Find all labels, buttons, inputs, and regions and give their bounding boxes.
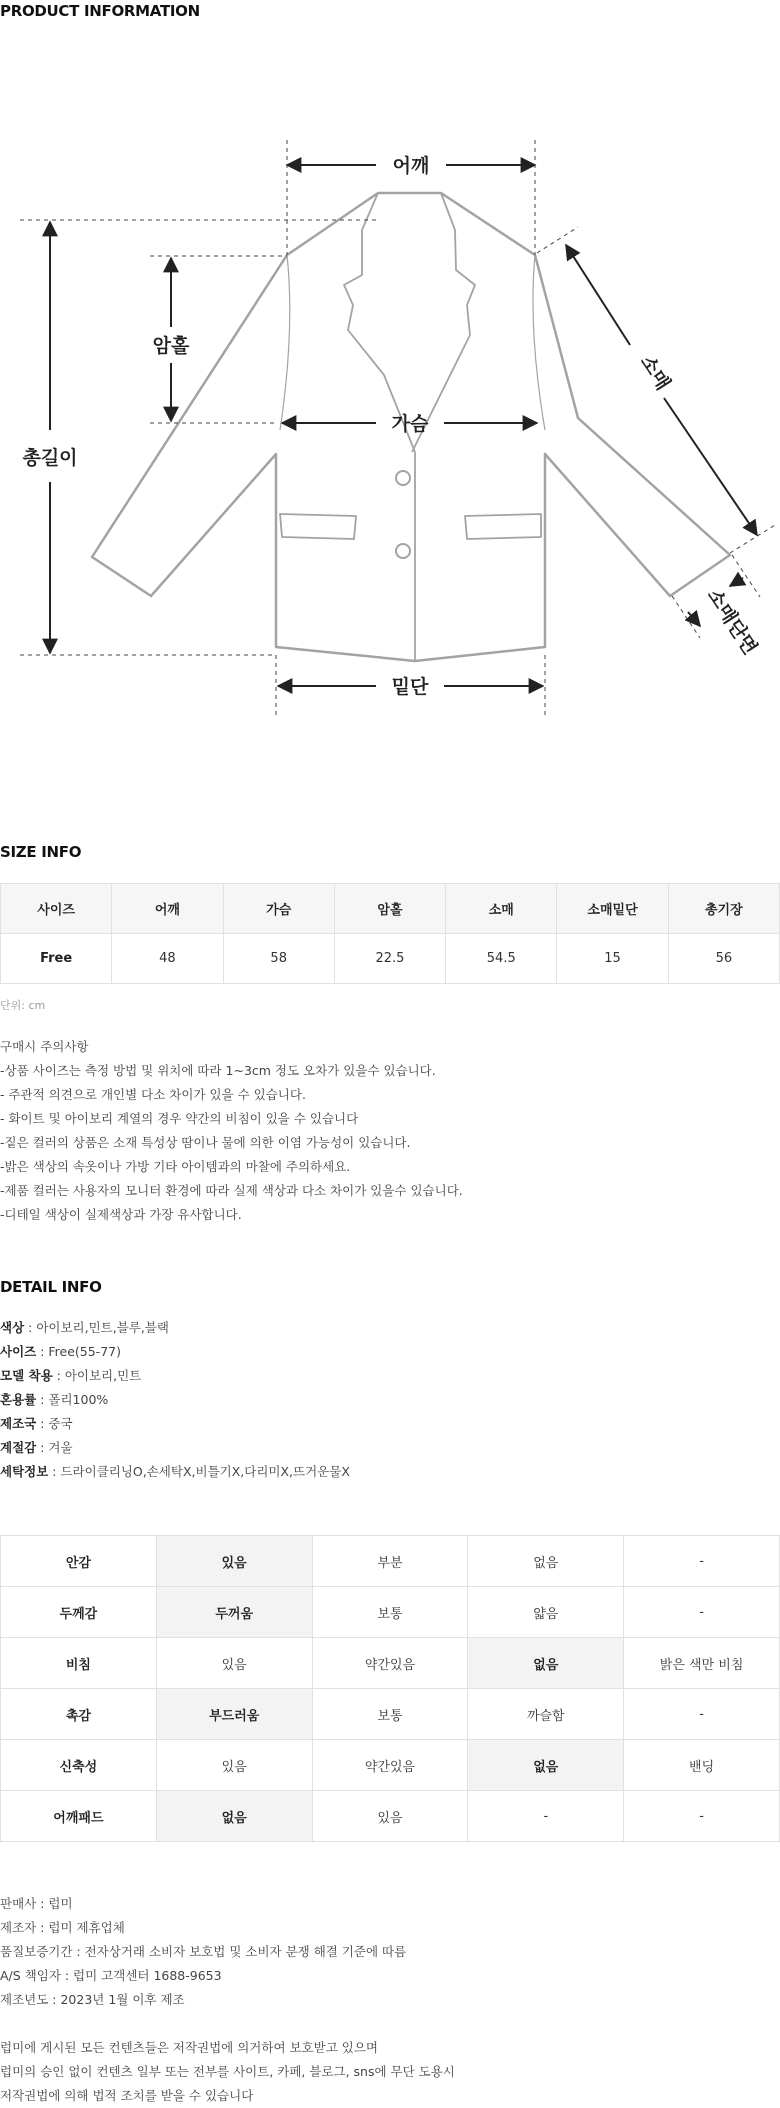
detail-key: 모델 착용 [0,1368,53,1383]
feature-row [1,1587,780,1638]
feature-row [1,1536,780,1587]
feature-table [0,1535,780,1842]
detail-key: 계절감 [0,1440,37,1455]
button-bottom [396,544,410,558]
feature-label: 어깨패드 [1,1791,157,1842]
feature-option: - [624,1587,780,1638]
copyright-line: 저작권법에 의해 법적 조치를 받을 수 있습니다 [0,2088,254,2103]
caution-line: - 화이트 및 아이보리 계열의 경우 약간의 비침이 있을 수 있습니다 [0,1111,359,1126]
size-header-cell: 소매 [446,884,557,934]
feature-row [1,1689,780,1740]
feature-label: 촉감 [1,1689,157,1740]
purchase-caution [0,1035,780,1227]
feature-row [1,1740,780,1791]
feature-option: - [624,1536,780,1587]
caution-line: -짙은 컬러의 상품은 소재 특성상 땀이나 물에 의한 이염 가능성이 있습니다. [0,1135,411,1150]
caution-title: 구매시 주의사항 [0,1039,89,1054]
copyright-line: 럽미에 게시된 모든 컨텐츠들은 저작권법에 의거하여 보호받고 있으며 [0,2040,378,2055]
seller-line: 품질보증기간 : 전자상거래 소비자 보호법 및 소비자 분쟁 해결 기준에 따름 [0,1944,407,1959]
label-sleeve: 소매 [635,351,675,395]
feature-option: 약간있음 [312,1740,468,1791]
seller-line: A/S 책임자 : 럽미 고객센터 1688-9653 [0,1968,222,1983]
feature-option: - [468,1791,624,1842]
label-chest: 가슴 [391,413,429,435]
detail-key: 세탁정보 [0,1464,49,1479]
seller-line: 판매사 : 럽미 [0,1896,73,1911]
feature-row [1,1791,780,1842]
feature-option: 보통 [312,1587,468,1638]
detail-value: : 드라이클리닝O,손세탁X,비틀기X,다리미X,뜨거운물X [48,1464,350,1479]
feature-option: 부분 [312,1536,468,1587]
size-unit-note: 단위: cm [0,999,46,1012]
size-header-cell: 소매밑단 [557,884,668,934]
detail-item [0,1316,780,1340]
detail-value: : 겨울 [36,1440,73,1455]
detail-value: : 아이보리,민트 [52,1368,142,1383]
size-table-header [1,884,780,934]
feature-option-selected: 없음 [156,1791,312,1842]
feature-option: 밝은 색만 비침 [624,1638,780,1689]
detail-item [0,1460,780,1484]
size-cell: 58 [223,934,334,984]
feature-option: 밴딩 [624,1740,780,1791]
feature-option: 보통 [312,1689,468,1740]
label-sleeve-opening: 소매단면 [702,584,762,659]
button-top [396,471,410,485]
size-header-cell: 암홀 [334,884,445,934]
feature-label: 비침 [1,1638,157,1689]
feature-option-selected: 있음 [156,1536,312,1587]
feature-label: 안감 [1,1536,157,1587]
detail-value: : 아이보리,민트,블루,블랙 [24,1320,169,1335]
feature-row [1,1638,780,1689]
detail-item [0,1436,780,1460]
detail-value: : 중국 [36,1416,73,1431]
detail-item [0,1388,780,1412]
jacket-measurement-diagram [0,30,780,730]
feature-option-selected: 없음 [468,1740,624,1791]
feature-option-selected: 없음 [468,1638,624,1689]
feature-option: 얇음 [468,1587,624,1638]
caution-line: -디테일 색상이 실제색상과 가장 유사합니다. [0,1207,242,1222]
detail-key: 혼용률 [0,1392,37,1407]
caution-line: -상품 사이즈는 측정 방법 및 위치에 따라 1~3cm 정도 오차가 있을수 있습니다. [0,1063,436,1078]
size-table [0,883,780,984]
feature-option-selected: 두꺼움 [156,1587,312,1638]
feature-option: 있음 [156,1638,312,1689]
detail-key: 사이즈 [0,1344,37,1359]
detail-info-list [0,1316,780,1484]
size-header-cell: 가슴 [223,884,334,934]
copyright-line: 럽미의 승인 없이 컨텐츠 일부 또는 전부를 사이트, 카페, 블로그, sns에 무단 도용시 [0,2064,455,2079]
label-total-length: 총길이 [22,447,78,469]
size-info-title: SIZE INFO [0,843,82,861]
feature-option-selected: 부드러움 [156,1689,312,1740]
size-cell: 56 [668,934,779,984]
size-header-cell: 총기장 [668,884,779,934]
detail-key: 색상 [0,1320,25,1335]
feature-option: 약간있음 [312,1638,468,1689]
detail-key: 제조국 [0,1416,37,1431]
feature-option: 있음 [312,1791,468,1842]
caution-line: - 주관적 의견으로 개인별 다소 차이가 있을 수 있습니다. [0,1087,306,1102]
size-cell: Free [1,934,112,984]
caution-line: -밝은 색상의 속옷이나 가방 기타 아이템과의 마찰에 주의하세요. [0,1159,351,1174]
detail-item [0,1412,780,1436]
feature-label: 신축성 [1,1740,157,1791]
label-shoulder: 어깨 [392,155,430,177]
feature-label: 두께감 [1,1587,157,1638]
seller-line: 제조자 : 럽미 제휴업체 [0,1920,125,1935]
feature-option: 까슬함 [468,1689,624,1740]
label-hem: 밑단 [391,676,429,698]
detail-item [0,1340,780,1364]
size-table-row [1,934,780,984]
caution-line: -제품 컬러는 사용자의 모니터 환경에 따라 실제 색상과 다소 차이가 있을수 있습니다. [0,1183,463,1198]
feature-option: 있음 [156,1740,312,1791]
detail-value: : Free(55-77) [36,1344,121,1359]
feature-option: - [624,1791,780,1842]
size-cell: 54.5 [446,934,557,984]
product-info-title: PRODUCT INFORMATION [0,2,200,20]
size-header-cell: 어깨 [112,884,223,934]
detail-item [0,1364,780,1388]
size-cell: 22.5 [334,934,445,984]
size-cell: 15 [557,934,668,984]
size-header-cell: 사이즈 [1,884,112,934]
detail-value: : 폴리100% [36,1392,109,1407]
feature-option: - [624,1689,780,1740]
size-cell: 48 [112,934,223,984]
detail-info-title: DETAIL INFO [0,1278,102,1296]
feature-option: 없음 [468,1536,624,1587]
seller-line: 제조년도 : 2023년 1월 이후 제조 [0,1992,185,2007]
seller-info [0,1892,780,2108]
label-armhole: 암홀 [152,335,190,357]
